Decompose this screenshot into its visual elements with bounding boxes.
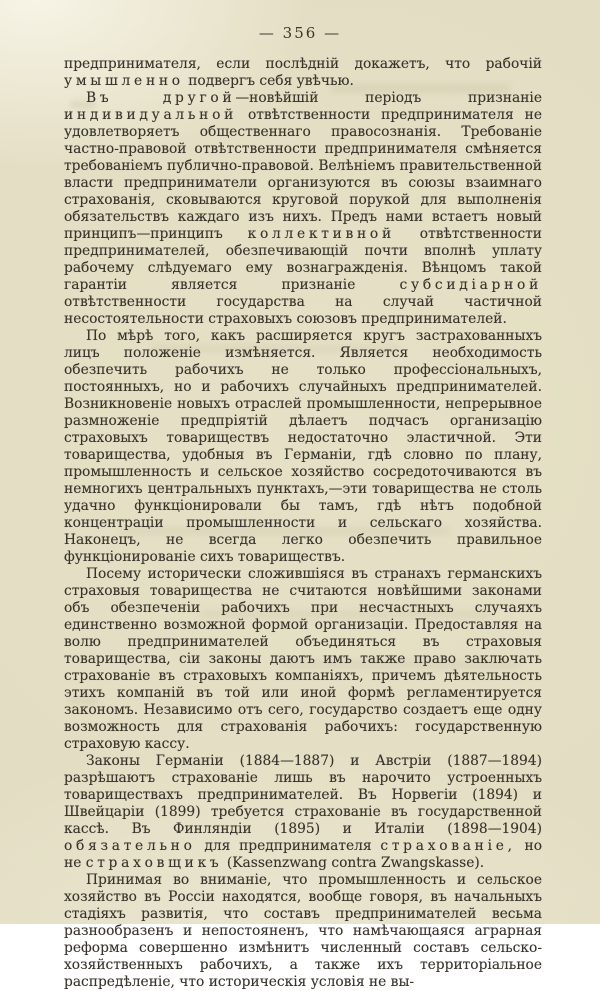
emphasized-text-segment: индивидуальной <box>64 107 238 123</box>
text-segment: для предпринимателя <box>195 838 381 854</box>
text-segment: отвѣтственности предпринимателей, обезпечивающій почти вполнѣ уплату рабочему слѣдуемаго ему вознагражденія. Вѣнцомъ такой гарантіи является признаніе <box>64 226 542 293</box>
emphasized-text-segment: страхованіе, <box>380 838 516 854</box>
paragraph <box>64 328 542 566</box>
text-segment: Принимая во вниманіе, что промышленность и сельское хозяйство въ Россіи находятся, вообще говоря, въ начальныхъ стадіяхъ развитія, что составъ предпринимателей весьма разнообразенъ и непостояненъ, что намѣчающаяся аграрная реформа совершенно измѣнитъ численный составъ сельско-хозяйственныхъ рабочихъ, а также ихъ территоріальное распредѣленіе, что историческія условія не вы- <box>64 872 542 990</box>
text-segment: отвѣтственности предпринимателя не удовлетворяетъ общественнаго правосознанія. Требованіе частно-правовой отвѣтственности предпринимателя смѣняется требованіемъ публично-правовой. Велѣніемъ правительственной власти предприниматели организуются въ союзы взаимнаго страхованія, сковываются круговой порукой для выполненія обязательствъ каждаго изъ нихъ. Предъ нами встаетъ новый принципъ—принципъ <box>64 107 542 242</box>
paragraph <box>64 753 542 872</box>
text-segment: подвергъ себя увѣчью. <box>183 73 354 89</box>
text-segment: —новѣйшій періодъ признаніе <box>235 90 542 106</box>
paragraph <box>64 56 542 90</box>
paragraph <box>64 90 542 328</box>
page-number: — 356 — <box>258 24 342 42</box>
paragraph <box>64 566 542 753</box>
emphasized-text-segment: субсидіарной <box>399 277 542 293</box>
text-segment: отвѣтственности государства на случай частичной несостоятельности страховыхъ союзовъ предпринимателей. <box>64 294 542 327</box>
paragraph <box>64 872 542 991</box>
emphasized-text-segment: обязательно <box>64 838 196 854</box>
emphasized-text-segment: умышленно <box>64 73 184 89</box>
text-block <box>64 56 542 991</box>
text-segment: (Kassenzwang contra Zwangskasse). <box>222 855 485 871</box>
text-segment: Законы Германіи (1884—1887) и Австріи (1887—1894) разрѣшаютъ страхованіе лишь въ нарочито устроенныхъ товариществахъ предпринимателей. Въ Норвегіи (1894) и Швейцаріи (1899) требуется страхованіе въ государственной кассѣ. Въ Финляндіи (1895) и Италіи (1898—1904) <box>64 753 542 837</box>
emphasized-text-segment: страховщикъ <box>85 855 223 871</box>
emphasized-text-segment: Въ другой <box>86 90 236 106</box>
text-segment: По мѣрѣ того, какъ расширяется кругъ застрахованныхъ лицъ положеніе измѣняется. Является необходимость обезпечить рабочихъ не только профессіональныхъ, постоянныхъ, но и рабочихъ случайныхъ предпринимателей. Возникновеніе новыхъ отраслей промышленности, непрерывное размноженіе предпріятій дѣлаетъ подчасъ организацію страховыхъ товариществъ недостаточно эластичной. Эти товарищества, удобныя въ Германіи, гдѣ словно по плану, промышленность и сельское хозяйство сосредоточиваются въ немногихъ центральныхъ пунктахъ,—эти товарищества не столь удачно функціонировали бы тамъ, гдѣ нѣтъ подобной концентраціи промышленности и сельскаго хозяйства. Наконецъ, не всегда легко обезпечить правильное функціонированіе сихъ товариществъ. <box>64 328 542 565</box>
text-segment: но не <box>64 838 542 871</box>
text-segment: предпринимателя, если послѣдній докажетъ, что рабочій <box>64 56 542 72</box>
text-segment: Посему исторически сложившіяся въ странахъ германскихъ страховыя товарищества не считаются новѣйшими законами объ обезпеченіи рабочихъ при несчастныхъ случаяхъ единственно возможной формой организаціи. Предоставляя на волю предпринимателей объединяться въ страховыя товарищества, сіи законы даютъ имъ также право заключать страхованіе въ страховыхъ компаніяхъ, причемъ дѣятельность этихъ компаній въ той или иной формѣ регламентируется закономъ. Независимо отъ сего, государство создаетъ еще одну возможность для страхованія рабочихъ: государственную страховую кассу. <box>64 566 542 752</box>
emphasized-text-segment: коллективной <box>247 226 395 242</box>
